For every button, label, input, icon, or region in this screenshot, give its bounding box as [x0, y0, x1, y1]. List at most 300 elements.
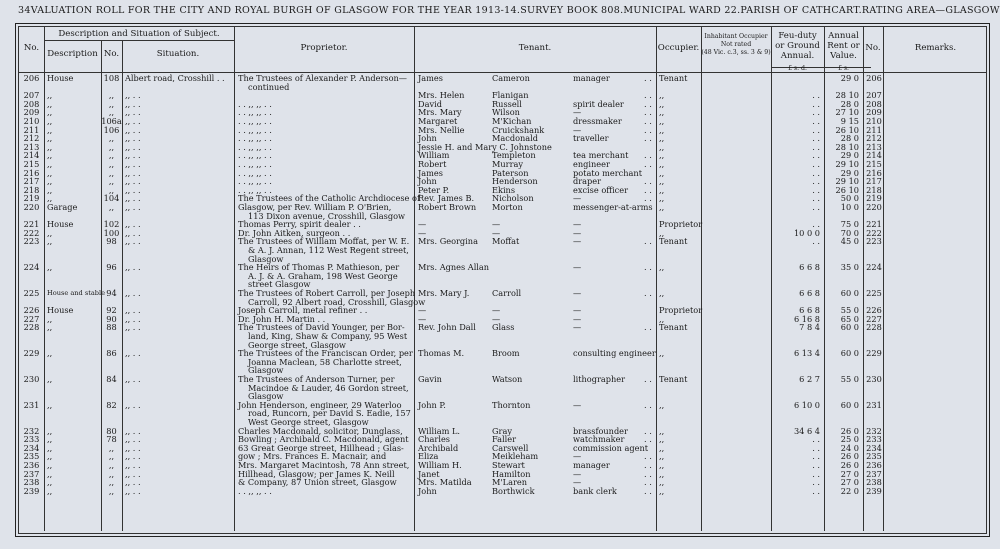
row-number: 232 — [23, 425, 40, 436]
row-tenant-forename: John — [418, 485, 437, 496]
row-tenant-occupation: excise officer — [573, 184, 629, 195]
row-number-right: 220 — [866, 202, 882, 212]
row-proprietor-line: John Henderson, engineer, 29 Waterloo — [238, 399, 402, 410]
row-description: ,, — [47, 184, 53, 195]
row-situation: ,, . . — [125, 202, 141, 212]
row-situation: ,, . . — [125, 425, 141, 436]
row-tenant-leader: . . — [644, 434, 652, 445]
row-street-number: ,, — [108, 159, 115, 169]
row-tenant-occupation: messenger-at-arms — [573, 202, 653, 212]
row-annual-value: 60 0 — [840, 322, 859, 333]
row-annual-value: 50 0 — [840, 193, 859, 204]
header-occupier: Occupier. — [657, 43, 700, 53]
row-tenant-leader: . . — [644, 98, 652, 109]
row-tenant-surname: Morton — [492, 202, 523, 212]
header-inhabitant-1: Inhabitant Occupier — [704, 33, 768, 40]
row-street-number: 88 — [106, 322, 117, 333]
row-tenant-forename: Mrs. Mary J. — [418, 288, 470, 298]
row-street-number: 106 — [103, 124, 120, 135]
row-situation: ,, . . — [125, 150, 141, 161]
row-number-right: 207 — [866, 90, 882, 101]
row-situation: ,, . . — [125, 107, 141, 118]
row-street-number: 108 — [103, 73, 120, 83]
row-proprietor-line: The Trustees of the Catholic Archdiocese of — [238, 193, 420, 204]
row-tenant-forename: Robert — [418, 159, 447, 169]
row-tenant-leader: . . — [644, 262, 652, 273]
row-number: 209 — [23, 107, 40, 118]
row-occupier: ,, — [659, 425, 665, 436]
row-feuduty: 6 2 7 — [799, 374, 820, 384]
row-annual-value: 29 0 — [840, 167, 859, 178]
row-situation: ,, . . — [125, 98, 141, 109]
row-number-right: 225 — [866, 288, 882, 298]
row-situation: ,, . . — [125, 288, 141, 298]
row-number-right: 224 — [866, 262, 882, 273]
row-description: ,, — [47, 434, 53, 445]
row-occupier: ,, — [659, 150, 665, 161]
row-description: House — [47, 305, 74, 316]
row-tenant-leader: . . — [644, 425, 652, 436]
row-number-right: 227 — [866, 313, 882, 324]
row-description: ,, — [47, 313, 53, 324]
row-proprietor-line: 113 Dixon avenue, Crosshill, Glasgow — [248, 210, 406, 221]
row-tenant-forename: Janet — [418, 468, 440, 479]
row-number: 234 — [23, 442, 40, 453]
row-tenant-occupation: engineer — [573, 159, 610, 169]
row-occupier: Tenant — [659, 374, 688, 384]
row-tenant-surname: Paterson — [492, 167, 529, 178]
row-street-number: ,, — [108, 90, 115, 101]
row-occupier: Tenant — [659, 236, 688, 247]
row-feuduty: 6 13 4 — [793, 348, 820, 359]
row-street-number: 98 — [106, 236, 117, 247]
row-proprietor-line: Glasgow — [248, 253, 284, 264]
row-description: ,, — [47, 348, 53, 359]
header-feuduty-2: or Ground — [775, 41, 820, 51]
row-annual-value: 45 0 — [840, 236, 859, 247]
row-annual-value: 24 0 — [840, 442, 859, 453]
row-tenant-leader: . . — [644, 107, 652, 118]
row-feuduty: . . — [812, 477, 820, 488]
row-proprietor-line: The Heirs of Thomas P. Mathieson, per — [238, 262, 400, 273]
row-number: 237 — [23, 468, 40, 479]
row-proprietor-line: Joanna Maclean, 58 Charlotte street, — [248, 356, 402, 367]
row-tenant-occupation: — — [573, 219, 582, 230]
row-tenant-occupation: dressmaker — [573, 116, 622, 126]
row-proprietor-line: The Trustees of Alexander P. Anderson— — [238, 73, 407, 83]
row-tenant-occupation: — — [573, 262, 582, 273]
row-occupier: ,, — [659, 184, 665, 195]
row-situation: ,, . . — [125, 313, 141, 324]
row-tenant-occupation: — — [573, 451, 582, 462]
row-number-right: 210 — [866, 116, 882, 126]
row-number: 233 — [23, 434, 40, 445]
row-feuduty: . . — [812, 150, 820, 161]
header-description: Description — [47, 49, 98, 59]
row-feuduty: . . — [812, 468, 820, 479]
row-proprietor-line: gow ; Mrs. Frances E. Macnair, and — [238, 451, 387, 462]
row-tenant-surname: Meikleham — [492, 451, 539, 462]
row-description: ,, — [47, 133, 53, 144]
row-feuduty: 6 10 0 — [793, 399, 820, 410]
row-tenant-surname: — — [492, 227, 501, 238]
row-feuduty: . . — [812, 98, 820, 109]
row-feuduty: . . — [812, 176, 820, 187]
row-proprietor-line: Glasgow — [248, 365, 284, 376]
row-tenant-occupation: spirit dealer — [573, 98, 624, 109]
row-tenant-surname: Flanigan — [492, 90, 529, 101]
row-tenant-occupation: watchmaker — [573, 434, 625, 445]
row-tenant-surname: Watson — [492, 374, 523, 384]
table-inner-border — [18, 26, 987, 534]
row-occupier: ,, — [659, 262, 665, 273]
units-annual: £ s. — [837, 65, 850, 72]
row-tenant-surname: Wilson — [492, 107, 520, 118]
row-proprietor-line: land, King, Shaw & Company, 95 West — [248, 331, 408, 341]
row-tenant-surname: Moffat — [492, 236, 520, 247]
row-proprietor-line: Bowling ; Archibald C. Macdonald, agent — [238, 434, 409, 445]
row-situation: ,, . . — [125, 305, 141, 316]
row-number-right: 219 — [866, 193, 882, 204]
row-feuduty: . . — [812, 184, 820, 195]
row-occupier: ,, — [659, 227, 665, 238]
row-tenant-leader: . . — [644, 124, 652, 135]
row-tenant-surname: Broom — [492, 348, 520, 359]
row-proprietor-line: Carroll, 92 Albert road, Crosshill, Glasgow — [248, 296, 426, 307]
row-tenant-forename: Margaret — [418, 116, 458, 126]
row-tenant-occupation: — — [573, 124, 582, 135]
row-street-number: ,, — [108, 477, 115, 488]
row-situation: ,, . . — [125, 322, 141, 333]
row-situation: ,, . . — [125, 442, 141, 453]
row-street-number: ,, — [108, 485, 115, 496]
row-annual-value: 26 0 — [840, 460, 859, 470]
col-rule-4 — [234, 27, 235, 531]
header-inhabitant-3: (48 Vic. c.3, ss. 3 & 9) — [701, 49, 771, 56]
row-description: ,, — [47, 425, 53, 436]
row-description: ,, — [47, 460, 53, 470]
row-number-right: 226 — [866, 305, 882, 316]
row-number: 239 — [23, 485, 40, 496]
row-number-right: 229 — [866, 348, 882, 359]
row-tenant-forename: Charles — [418, 434, 450, 445]
row-description: ,, — [47, 399, 53, 410]
row-tenant-surname: Faller — [492, 434, 517, 445]
row-proprietor-line: The Trustees of Anderson Turner, per — [238, 374, 395, 384]
row-tenant-leader: . . — [644, 451, 652, 462]
header-no2: No. — [103, 49, 120, 59]
row-description: ,, — [47, 485, 53, 496]
row-tenant-leader: . . — [644, 460, 652, 470]
row-tenant-leader: . . — [644, 399, 652, 410]
row-number: 206 — [23, 73, 40, 83]
row-proprietor-line: . . ,, ,, . . — [238, 124, 272, 135]
row-tenant-forename: James — [418, 73, 443, 83]
row-occupier: Tenant — [659, 73, 688, 83]
row-tenant-surname: M'Laren — [492, 477, 527, 488]
row-tenant-occupation: — — [573, 322, 582, 333]
row-situation: ,, . . — [125, 219, 141, 230]
row-proprietor-line: . . ,, ,, . . — [238, 184, 272, 195]
row-proprietor-line: . . ,, ,, . . — [238, 167, 272, 178]
row-situation: ,, . . — [125, 451, 141, 462]
row-proprietor-line: The Trustees of William Moffat, per W. E. — [238, 236, 410, 247]
row-tenant-occupation: bank clerk — [573, 485, 617, 496]
row-feuduty: . . — [812, 236, 820, 247]
description-group-rule — [44, 40, 234, 41]
row-street-number: ,, — [108, 202, 115, 212]
row-occupier: ,, — [659, 176, 665, 187]
row-number-right: 239 — [866, 485, 882, 496]
row-tenant-forename: Rev. John Dall — [418, 322, 476, 333]
row-tenant-occupation: consulting engineer — [573, 348, 656, 359]
municipal-ward: MUNICIPAL WARD 22. — [623, 5, 741, 16]
row-tenant-forename: John — [418, 133, 437, 144]
row-street-number: ,, — [108, 460, 115, 470]
header-situation: Situation. — [156, 49, 200, 59]
row-number: 213 — [23, 141, 40, 152]
row-street-number: 90 — [106, 313, 117, 324]
row-tenant-surname: Nicholson — [492, 193, 534, 204]
row-number: 220 — [23, 202, 40, 212]
row-annual-value: 27 10 — [835, 107, 859, 118]
row-proprietor-line: A. J. & A. Graham, 198 West George — [248, 270, 398, 281]
row-feuduty: 7 8 4 — [799, 322, 820, 333]
header-no: No. — [23, 43, 40, 53]
row-tenant-surname: Cameron — [492, 73, 530, 83]
row-number-right: 212 — [866, 133, 882, 144]
row-tenant-leader: . . — [644, 150, 652, 161]
row-tenant-surname: Macdonald — [492, 133, 539, 144]
row-feuduty: . . — [812, 451, 820, 462]
row-tenant-occupation: — — [573, 107, 582, 118]
row-occupier: ,, — [659, 90, 665, 101]
row-feuduty: . . — [812, 442, 820, 453]
row-situation: ,, . . — [125, 116, 141, 126]
row-situation: ,, . . — [125, 374, 141, 384]
row-tenant-leader: . . — [644, 116, 652, 126]
row-feuduty: . . — [812, 219, 820, 230]
row-number: 221 — [23, 219, 40, 230]
row-feuduty: 6 6 8 — [799, 305, 820, 316]
row-proprietor-line: Glasgow — [248, 391, 284, 402]
row-tenant-forename: John P. — [418, 399, 446, 410]
col-rule-10 — [863, 27, 864, 531]
row-feuduty: . . — [812, 485, 820, 496]
row-number-right: 238 — [866, 477, 882, 488]
row-tenant-surname: Cruickshank — [492, 124, 545, 135]
row-number: 207 — [23, 90, 40, 101]
row-tenant-leader: . . — [644, 184, 652, 195]
row-tenant-surname: Henderson — [492, 176, 538, 187]
row-tenant-occupation: traveller — [573, 133, 609, 144]
row-tenant-surname: Borthwick — [492, 485, 535, 496]
row-proprietor-line: road, Runcorn, per David S. Eadie, 157 — [248, 408, 411, 419]
row-tenant-forename: Rev. James B. — [418, 193, 475, 204]
row-description: ,, — [47, 141, 53, 152]
row-feuduty: . . — [812, 124, 820, 135]
row-feuduty: . . — [812, 193, 820, 204]
row-description: ,, — [47, 124, 53, 135]
row-proprietor-line: . . ,, ,, . . — [238, 141, 272, 152]
row-proprietor-line: Joseph Carroll, metal refiner . . — [238, 305, 368, 316]
row-situation: ,, . . — [125, 176, 141, 187]
roll-title: VALUATION ROLL FOR THE CITY AND ROYAL BURGH OF GLASGOW FOR THE YEAR 1913-14. — [30, 5, 521, 16]
row-tenant-forename: Mrs. Matilda — [418, 477, 472, 488]
row-description: House — [47, 73, 74, 83]
row-tenant-leader: . . — [644, 73, 652, 83]
row-situation: ,, . . — [125, 460, 141, 470]
row-number: 216 — [23, 167, 40, 178]
row-occupier: ,, — [659, 313, 665, 324]
row-tenant-forename: Mrs. Georgina — [418, 236, 478, 247]
row-proprietor-line: West George street, Glasgow — [248, 417, 369, 427]
row-number: 229 — [23, 348, 40, 359]
row-description: ,, — [47, 176, 53, 187]
row-description: ,, — [47, 477, 53, 488]
row-proprietor-line: . . ,, ,, . . — [238, 150, 272, 161]
row-proprietor-line: & Company, 87 Union street, Glasgow — [238, 477, 397, 488]
row-situation: ,, . . — [125, 141, 141, 152]
row-street-number: ,, — [108, 141, 115, 152]
row-tenant-leader: . . — [644, 288, 652, 298]
row-proprietor-line: . . ,, ,, . . — [238, 485, 272, 496]
row-tenant-surname: Stewart — [492, 460, 525, 470]
row-number-right: 223 — [866, 236, 882, 247]
row-tenant-occupation: lithographer — [573, 374, 626, 384]
row-tenant-forename: William H. — [418, 460, 462, 470]
row-occupier: Tenant — [659, 322, 688, 333]
row-tenant-forename: Mrs. Nellie — [418, 124, 465, 135]
row-street-number: ,, — [108, 133, 115, 144]
row-tenant-occupation: — — [573, 193, 582, 204]
row-occupier: ,, — [659, 133, 665, 144]
row-number-right: 208 — [866, 98, 882, 109]
row-feuduty: . . — [812, 116, 820, 126]
row-occupier: ,, — [659, 451, 665, 462]
row-annual-value: 29 0 — [840, 73, 859, 83]
row-occupier: ,, — [659, 468, 665, 479]
row-tenant-occupation: — — [573, 477, 582, 488]
row-feuduty: . . — [812, 434, 820, 445]
row-occupier: ,, — [659, 141, 665, 152]
page-header — [18, 5, 1000, 19]
row-street-number: ,, — [108, 98, 115, 109]
row-annual-value: 26 10 — [835, 184, 859, 195]
row-number-right: 215 — [866, 159, 882, 169]
row-annual-value: 28 10 — [835, 90, 859, 101]
row-annual-value: 27 0 — [840, 477, 859, 488]
row-situation: ,, . . — [125, 167, 141, 178]
row-annual-value: 70 0 — [840, 227, 859, 238]
row-proprietor-line: George street, Glasgow — [248, 339, 346, 350]
row-annual-value: 10 0 — [840, 202, 859, 212]
roll-table — [15, 23, 990, 537]
row-situation: ,, . . — [125, 434, 141, 445]
row-annual-value: 26 0 — [840, 425, 859, 436]
row-tenant-surname: Gray — [492, 425, 512, 436]
row-number-right: 234 — [866, 442, 882, 453]
row-description: ,, — [47, 193, 53, 204]
row-tenant-forename: William L. — [418, 425, 461, 436]
row-feuduty: . . — [812, 202, 820, 212]
row-situation: ,, . . — [125, 193, 141, 204]
row-annual-value: 29 10 — [835, 159, 859, 169]
row-street-number: ,, — [108, 107, 115, 118]
header-annual-3: Value. — [830, 51, 857, 61]
row-description: ,, — [47, 451, 53, 462]
row-number-right: 233 — [866, 434, 882, 445]
row-proprietor-line: The Trustees of the Franciscan Order, per — [238, 348, 413, 359]
row-tenant-forename: James — [418, 167, 443, 178]
row-description: ,, — [47, 374, 53, 384]
row-tenant-forename: David — [418, 98, 442, 109]
parish: PARISH OF CATHCART. — [740, 5, 862, 16]
row-proprietor-line: Charles Macdonald, solicitor, Dunglass, — [238, 425, 403, 436]
row-situation: ,, . . — [125, 399, 141, 410]
row-proprietor-line: . . ,, ,, . . — [238, 133, 272, 144]
row-description: ,, — [47, 262, 53, 273]
row-tenant-leader: . . — [644, 322, 652, 333]
row-tenant-forename: — — [418, 305, 427, 316]
row-number: 236 — [23, 460, 40, 470]
row-occupier: Proprietor — [659, 219, 703, 230]
row-tenant-occupation: tea merchant — [573, 150, 629, 161]
row-tenant-forename: Thomas M. — [418, 348, 465, 359]
row-situation: ,, . . — [125, 348, 141, 359]
row-tenant-occupation: — — [573, 305, 582, 316]
row-tenant-occupation: — — [573, 288, 582, 298]
row-occupier: ,, — [659, 159, 665, 169]
row-feuduty: 34 6 4 — [793, 425, 820, 436]
row-tenant-surname: Carswell — [492, 442, 529, 453]
row-description: ,, — [47, 98, 53, 109]
row-proprietor-line: . . ,, ,, . . — [238, 107, 272, 118]
row-feuduty: 6 16 8 — [793, 313, 820, 324]
row-street-number: 84 — [106, 374, 117, 384]
row-street-number: 82 — [106, 399, 117, 410]
col-rule-7 — [701, 27, 702, 531]
row-tenant-surname: — — [492, 313, 501, 324]
row-tenant-occupation: — — [573, 313, 582, 324]
row-annual-value: 28 0 — [840, 133, 859, 144]
row-tenant-surname: Hamilton — [492, 468, 531, 479]
row-tenant-forename: — — [418, 227, 427, 238]
row-number-right: 216 — [866, 167, 882, 178]
row-tenant-forename: — — [418, 219, 427, 230]
row-tenant-leader: . . — [644, 90, 652, 101]
row-number: 224 — [23, 262, 40, 273]
row-street-number: 104 — [103, 193, 120, 204]
row-situation: ,, . . — [125, 90, 141, 101]
row-number-right: 214 — [866, 150, 882, 161]
row-number: 226 — [23, 305, 40, 316]
row-occupier: ,, — [659, 124, 665, 135]
row-street-number: 78 — [106, 434, 117, 445]
row-description: ,, — [47, 167, 53, 178]
row-situation: Albert road, Crosshill . . — [125, 73, 225, 83]
row-number: 238 — [23, 477, 40, 488]
row-tenant-occupation: — — [573, 399, 582, 410]
row-street-number: ,, — [108, 442, 115, 453]
row-situation: ,, . . — [125, 124, 141, 135]
row-tenant-surname: Glass — [492, 322, 515, 333]
row-number: 214 — [23, 150, 40, 161]
row-description: ,, — [47, 90, 53, 101]
row-tenant-forename: Eliza — [418, 451, 439, 462]
row-description: ,, — [47, 159, 53, 169]
row-tenant-forename: Archibald — [418, 442, 459, 453]
